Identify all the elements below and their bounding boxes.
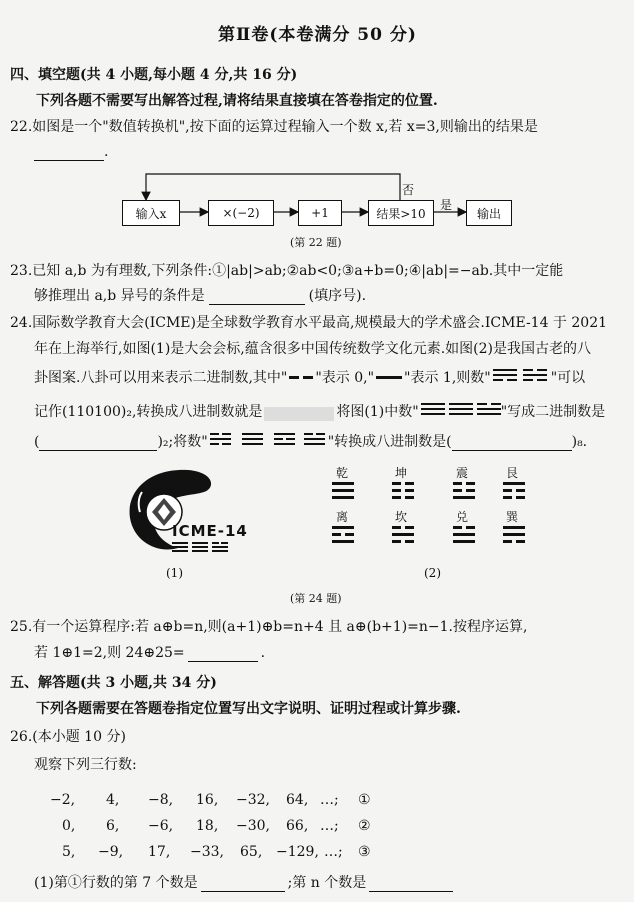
q23-answer-line: 够推理出 a,b 异号的条件是 (填序号). <box>34 288 367 304</box>
q26-observe: 观察下列三行数: <box>34 757 137 773</box>
arrow-no-loop <box>146 174 400 200</box>
section-5-heading: 五、解答题(共 3 小题,共 34 分) <box>10 675 217 691</box>
trigram-label-zhen: 震 <box>456 466 469 480</box>
q24-text-line4: 记作(110100)₂,转换成八进制数就是 将图(1)中数" "写成二进制数是 <box>34 404 606 420</box>
section-4-instruction: 下列各题不需要写出解答过程,请将结果直接填在答卷指定的位置. <box>36 93 438 109</box>
icme-logo-text: ICME-14 <box>172 522 248 540</box>
section-5-instruction: 下列各题需要在答题卷指定位置写出文字说明、证明过程或计算步骤. <box>36 701 461 717</box>
trigram-label-xun: 巽 <box>506 510 519 524</box>
q23-answer-blank[interactable] <box>209 290 305 305</box>
q22-caption: (第 22 题) <box>290 236 342 249</box>
fig2-label: (2) <box>424 566 441 580</box>
flow-yes-label: 是 <box>440 198 453 212</box>
yin-symbol <box>287 372 315 382</box>
logo-number-symbol <box>419 402 501 416</box>
flow-output-box: 输出 <box>466 200 512 226</box>
q22-text: 22.如图是一个"数值转换机",按下面的运算过程输入一个数 x,若 x=3,则输出的结果是 <box>10 119 538 135</box>
page-title: 第Ⅱ卷(本卷满分 50 分) <box>218 25 417 45</box>
q24-text-line1: 24.国际数学教育大会(ICME)是全球数学教育水平最高,规模最大的学术盛会.ICME-14 于 2021 <box>10 315 608 331</box>
row-mark-2: ② <box>358 818 371 834</box>
flow-multiply-box: ×(−2) <box>208 200 274 226</box>
q24-octal-blank[interactable] <box>264 407 334 421</box>
row-mark-1: ① <box>358 792 371 808</box>
q26-part1: (1)第①行数的第 7 个数是 ;第 n 个数是 <box>34 874 453 892</box>
q26-part1-blank-b[interactable] <box>369 877 453 892</box>
fig1-label: (1) <box>166 566 183 580</box>
q26-heading: 26.(本小题 10 分) <box>10 729 126 745</box>
row-mark-3: ③ <box>358 844 371 860</box>
q24-text-line3: 卦图案.八卦可以用来表示二进制数,其中" "表示 0," "表示 1,则数" "可以 <box>34 370 586 386</box>
q24-binary-blank[interactable] <box>39 436 157 451</box>
flow-no-label: 否 <box>402 183 415 197</box>
section-4-heading: 四、填空题(共 4 小题,每小题 4 分,共 16 分) <box>10 67 298 83</box>
flow-input-box: 输入x <box>122 200 180 226</box>
q22-answer-line: . <box>34 143 108 161</box>
q23-text: 23.已知 a,b 为有理数,下列条件:①|ab|>ab;②ab<0;③a+b=0;④|ab|=−ab.其中一定能 <box>10 263 564 279</box>
q24-caption: (第 24 题) <box>290 592 342 605</box>
q24-text-line2: 年在上海举行,如图(1)是大会会标,蕴含很多中国传统数学文化元素.如图(2)是我国古老的八 <box>34 341 592 357</box>
flow-condition-box: 结果>10 <box>368 200 434 226</box>
convert-number-symbol <box>208 432 328 446</box>
trigram-label-dui: 兑 <box>456 510 469 524</box>
icme-logo-bars <box>172 542 242 554</box>
flow-plus-box: +1 <box>298 200 342 226</box>
q26-part1-blank-a[interactable] <box>201 877 285 892</box>
q24-text-line5: ( )₂;将数" "转换成八进制数是( )₈. <box>34 434 588 450</box>
trigram-label-li: 离 <box>336 510 349 524</box>
q24-octal2-blank[interactable] <box>452 436 572 451</box>
trigram-label-kun: 坤 <box>395 466 408 480</box>
q25-text: 25.有一个运算程序:若 a⊕b=n,则(a+1)⊕b=n+4 且 a⊕(b+1)=n−1.按程序运算, <box>10 619 528 635</box>
q25-answer-blank[interactable] <box>188 647 258 662</box>
yang-symbol <box>374 372 404 382</box>
trigram-label-kan: 坎 <box>395 510 408 524</box>
trigram-label-gen: 艮 <box>506 466 519 480</box>
q22-answer-blank[interactable] <box>34 146 104 161</box>
trigram-label-qian: 乾 <box>336 466 349 480</box>
number-trigram-pair <box>491 368 551 382</box>
q25-answer-line: 若 1⊕1=2,则 24⊕25= . <box>34 645 266 661</box>
